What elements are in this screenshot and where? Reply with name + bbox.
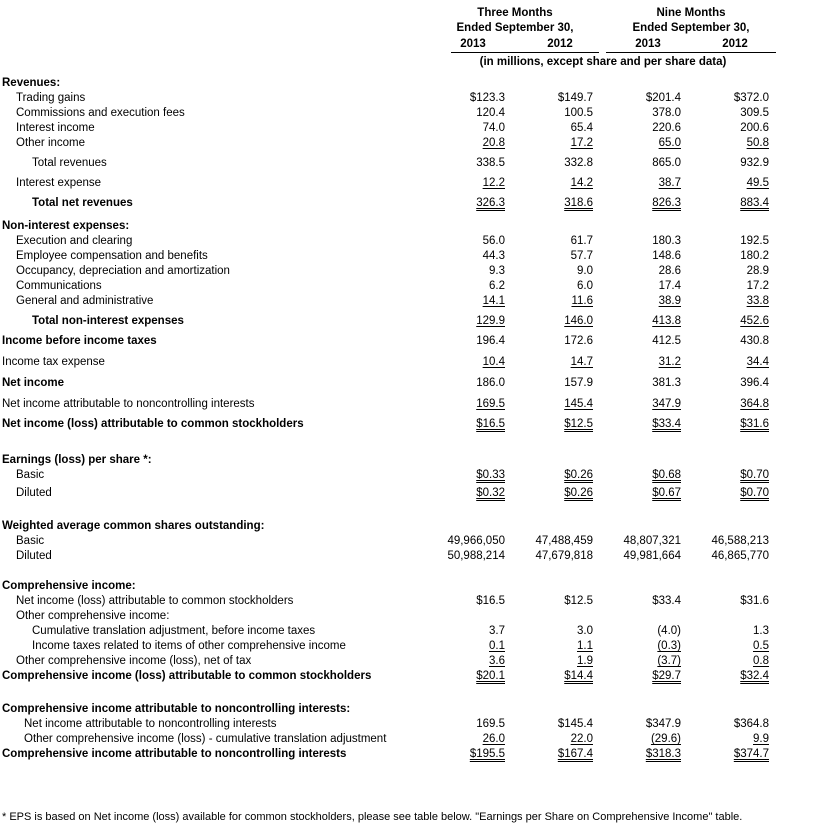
- row-value-col3: 826.3: [652, 197, 681, 209]
- row-value-col1: 14.1: [482, 295, 505, 307]
- row-label: Basic: [16, 469, 45, 481]
- row-value-col3: 378.0: [652, 107, 681, 119]
- row-value-col2: 9.0: [577, 265, 593, 277]
- row-value-col2: 61.7: [570, 235, 593, 247]
- row-value-col4: $31.6: [740, 595, 769, 607]
- row-value-col2: 14.2: [570, 177, 593, 189]
- row-value-col1: $20.1: [476, 670, 505, 682]
- row-value-col3: (0.3): [657, 640, 681, 652]
- row-value-col3: (29.6): [650, 733, 681, 745]
- row-value-col4: $372.0: [733, 92, 769, 104]
- row-label: Basic: [16, 535, 45, 547]
- header-rule-nine-months: [606, 52, 776, 53]
- row-value-col3: 865.0: [652, 157, 681, 169]
- row-value-col2: 332.8: [564, 157, 593, 169]
- year-col-2: 2012: [547, 38, 573, 50]
- row-value-col2: 22.0: [570, 733, 593, 745]
- row-value-col2: 47,488,459: [535, 535, 593, 547]
- row-value-col2: $12.5: [564, 418, 593, 430]
- row-value-col3: $33.4: [652, 595, 681, 607]
- row-value-col1: 56.0: [482, 235, 505, 247]
- year-col-1: 2013: [460, 38, 486, 50]
- row-value-col4: $0.70: [740, 487, 769, 499]
- row-label: Total net revenues: [32, 197, 133, 209]
- row-value-col1: 26.0: [482, 733, 505, 745]
- row-label: Non-interest expenses:: [2, 220, 130, 232]
- row-value-col1: $195.5: [469, 748, 505, 760]
- row-value-col2: 14.7: [570, 356, 593, 368]
- row-value-col4: 430.8: [740, 335, 769, 347]
- row-value-col3: (4.0): [657, 625, 681, 637]
- row-value-col4: 46,865,770: [711, 550, 769, 562]
- row-value-col2: 65.4: [570, 122, 593, 134]
- row-value-col1: 169.5: [476, 398, 505, 410]
- row-label: Comprehensive income attributable to noncontrolling interests:: [2, 703, 351, 715]
- header-nine-months-line2: Ended September 30,: [632, 22, 750, 34]
- row-label: Net income attributable to noncontrolling interests: [2, 398, 255, 410]
- row-value-col4: 0.8: [753, 655, 769, 667]
- row-value-col3: $29.7: [652, 670, 681, 682]
- row-value-col4: 192.5: [740, 235, 769, 247]
- row-label: Total revenues: [32, 157, 107, 169]
- header-nine-months: [616, 6, 766, 36]
- row-value-col1: $0.33: [476, 469, 505, 481]
- row-label: Earnings (loss) per share *:: [2, 454, 152, 466]
- row-value-col1: 3.7: [489, 625, 505, 637]
- header-three-months-line2: Ended September 30,: [456, 22, 574, 34]
- row-value-col3: (3.7): [657, 655, 681, 667]
- row-value-col2: $12.5: [564, 595, 593, 607]
- row-value-col2: 157.9: [564, 377, 593, 389]
- row-value-col3: 38.7: [658, 177, 681, 189]
- row-value-col4: 0.5: [753, 640, 769, 652]
- row-label: Comprehensive income attributable to noncontrolling interests: [2, 748, 347, 760]
- row-value-col2: 1.1: [577, 640, 593, 652]
- row-value-col2: 318.6: [564, 197, 593, 209]
- row-value-col3: 65.0: [658, 137, 681, 149]
- row-value-col4: 200.6: [740, 122, 769, 134]
- row-value-col1: 0.1: [489, 640, 505, 652]
- row-value-col2: 172.6: [564, 335, 593, 347]
- row-value-col2: 11.6: [571, 295, 593, 307]
- row-label: Net income attributable to noncontrolling interests: [24, 718, 277, 730]
- year-col-4: 2012: [722, 38, 748, 50]
- row-value-col4: 396.4: [740, 377, 769, 389]
- row-value-col4: $32.4: [740, 670, 769, 682]
- row-value-col1: 50,988,214: [447, 550, 505, 562]
- row-value-col1: 129.9: [476, 315, 505, 327]
- year-col-3: 2013: [635, 38, 661, 50]
- row-value-col4: $364.8: [733, 718, 769, 730]
- row-label: General and administrative: [16, 295, 154, 307]
- row-value-col3: $201.4: [645, 92, 681, 104]
- row-value-col2: 3.0: [577, 625, 593, 637]
- row-value-col3: 28.6: [658, 265, 681, 277]
- row-value-col2: 47,679,818: [535, 550, 593, 562]
- row-label: Comprehensive income (loss) attributable to common stockholders: [2, 670, 372, 682]
- row-value-col1: 12.2: [482, 177, 505, 189]
- row-value-col1: 74.0: [482, 122, 505, 134]
- row-value-col4: $0.70: [740, 469, 769, 481]
- row-value-col3: $318.3: [645, 748, 681, 760]
- row-value-col2: $149.7: [557, 92, 593, 104]
- row-label: Interest expense: [16, 177, 102, 189]
- footnote: * EPS is based on Net income (loss) available for common stockholders, please see table below. "Earnings per Share on Comprehensive Income" table.: [2, 811, 743, 823]
- row-value-col1: 338.5: [476, 157, 505, 169]
- row-label: Diluted: [16, 487, 52, 499]
- row-value-col1: 44.3: [482, 250, 505, 262]
- row-value-col1: $16.5: [476, 595, 505, 607]
- row-value-col1: $16.5: [476, 418, 505, 430]
- row-value-col1: 196.4: [476, 335, 505, 347]
- row-value-col4: 49.5: [746, 177, 769, 189]
- row-label: Communications: [16, 280, 102, 292]
- row-label: Other comprehensive income (loss), net of tax: [16, 655, 252, 667]
- row-label: Commissions and execution fees: [16, 107, 185, 119]
- row-value-col4: 46,588,213: [711, 535, 769, 547]
- row-value-col3: 31.2: [658, 356, 681, 368]
- row-value-col1: 326.3: [476, 197, 505, 209]
- row-label: Other income: [16, 137, 86, 149]
- row-value-col2: 145.4: [564, 398, 593, 410]
- row-value-col2: $0.26: [564, 469, 593, 481]
- header-three-months-line1: Three Months: [477, 7, 553, 19]
- row-value-col2: 6.0: [577, 280, 593, 292]
- row-label: Occupancy, depreciation and amortization: [16, 265, 230, 277]
- row-value-col4: 50.8: [746, 137, 769, 149]
- row-value-col4: 34.4: [746, 356, 769, 368]
- row-value-col3: 347.9: [652, 398, 681, 410]
- row-value-col3: 413.8: [652, 315, 681, 327]
- row-value-col1: 3.6: [489, 655, 505, 667]
- row-value-col1: 169.5: [476, 718, 505, 730]
- row-value-col3: 48,807,321: [623, 535, 681, 547]
- row-value-col3: 38.9: [658, 295, 681, 307]
- row-label: Trading gains: [16, 92, 86, 104]
- row-label: Income taxes related to items of other comprehensive income: [32, 640, 346, 652]
- row-value-col4: 17.2: [746, 280, 769, 292]
- row-value-col2: $145.4: [557, 718, 593, 730]
- row-label: Net income: [2, 377, 64, 389]
- row-value-col2: 100.5: [564, 107, 593, 119]
- row-value-col1: 120.4: [476, 107, 505, 119]
- row-label: Other comprehensive income (loss) - cumulative translation adjustment: [24, 733, 387, 745]
- row-label: Weighted average common shares outstanding:: [2, 520, 265, 532]
- row-value-col2: 146.0: [564, 315, 593, 327]
- row-label: Execution and clearing: [16, 235, 133, 247]
- row-label: Income tax expense: [2, 356, 105, 368]
- row-value-col2: 17.2: [570, 137, 593, 149]
- row-value-col3: 148.6: [652, 250, 681, 262]
- row-value-col2: 1.9: [577, 655, 593, 667]
- row-value-col1: 9.3: [489, 265, 505, 277]
- row-value-col4: 33.8: [746, 295, 769, 307]
- row-value-col4: 28.9: [746, 265, 769, 277]
- row-label: Employee compensation and benefits: [16, 250, 208, 262]
- row-value-col1: 6.2: [489, 280, 505, 292]
- row-value-col2: $14.4: [564, 670, 593, 682]
- row-value-col3: 412.5: [652, 335, 681, 347]
- row-value-col3: 17.4: [658, 280, 681, 292]
- row-label: Net income (loss) attributable to common stockholders: [16, 595, 294, 607]
- header-three-months: [440, 6, 590, 36]
- row-value-col3: $33.4: [652, 418, 681, 430]
- row-label: Other comprehensive income:: [16, 610, 170, 622]
- row-value-col4: 932.9: [740, 157, 769, 169]
- row-value-col1: $0.32: [476, 487, 505, 499]
- row-label: Diluted: [16, 550, 52, 562]
- row-label: Comprehensive income:: [2, 580, 136, 592]
- row-value-col4: $31.6: [740, 418, 769, 430]
- header-nine-months-line1: Nine Months: [656, 7, 726, 19]
- row-value-col3: $347.9: [645, 718, 681, 730]
- row-value-col4: 364.8: [740, 398, 769, 410]
- row-value-col1: 186.0: [476, 377, 505, 389]
- row-value-col4: 9.9: [753, 733, 769, 745]
- row-label: Income before income taxes: [2, 335, 157, 347]
- row-value-col3: 49,981,664: [623, 550, 681, 562]
- row-label: Cumulative translation adjustment, before income taxes: [32, 625, 316, 637]
- row-label: Total non-interest expenses: [32, 315, 184, 327]
- row-value-col4: 452.6: [740, 315, 769, 327]
- header-rule-three-months: [451, 52, 599, 53]
- row-value-col2: $167.4: [557, 748, 593, 760]
- row-value-col2: 57.7: [570, 250, 593, 262]
- row-value-col1: $123.3: [469, 92, 505, 104]
- units-note: (in millions, except share and per share data): [479, 56, 727, 68]
- row-value-col3: 220.6: [652, 122, 681, 134]
- row-value-col4: 883.4: [740, 197, 769, 209]
- row-value-col1: 10.4: [482, 356, 505, 368]
- row-label: Net income (loss) attributable to common stockholders: [2, 418, 304, 430]
- row-value-col1: 20.8: [482, 137, 505, 149]
- row-value-col3: 381.3: [652, 377, 681, 389]
- row-label: Interest income: [16, 122, 95, 134]
- row-value-col4: $374.7: [733, 748, 769, 760]
- row-value-col4: 180.2: [740, 250, 769, 262]
- row-value-col3: $0.68: [652, 469, 681, 481]
- row-value-col3: 180.3: [652, 235, 681, 247]
- row-value-col3: $0.67: [652, 487, 681, 499]
- row-label: Revenues:: [2, 77, 61, 89]
- row-value-col1: 49,966,050: [447, 535, 505, 547]
- row-value-col2: $0.26: [564, 487, 593, 499]
- row-value-col4: 1.3: [753, 625, 769, 637]
- row-value-col4: 309.5: [740, 107, 769, 119]
